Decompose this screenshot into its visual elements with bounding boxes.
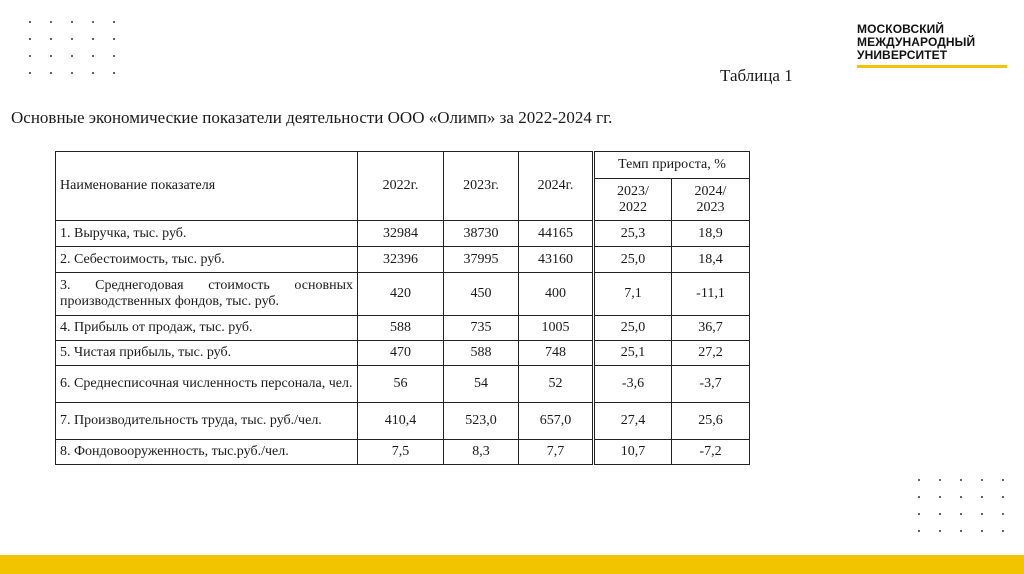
decorative-dot <box>1002 530 1004 532</box>
value-2023: 38730 <box>444 221 519 247</box>
economic-indicators-table <box>55 151 750 465</box>
growth-header-top: 2024/ <box>694 183 727 199</box>
value-2023: 450 <box>444 273 519 316</box>
table-row <box>56 247 750 273</box>
value-2024: 748 <box>519 341 594 366</box>
row-name: 7. Производительность труда, тыс. руб./чел. <box>56 403 358 440</box>
growth-header-bottom: 2023 <box>696 199 725 215</box>
page-title: Основные экономические показатели деятельности ООО «Олимп» за 2022-2024 гг. <box>11 108 613 127</box>
row-name: 6. Среднесписочная численность персонала, чел. <box>56 366 358 403</box>
decorative-dot <box>981 496 983 498</box>
logo-line-1: МОСКОВСКИЙ <box>857 22 945 36</box>
growth-2024-2023: 36,7 <box>672 316 750 341</box>
table-row <box>56 341 750 366</box>
decorative-dot <box>113 38 115 40</box>
decorative-dot <box>960 479 962 481</box>
decorative-dot <box>960 513 962 515</box>
decorative-dot <box>29 21 31 23</box>
decorative-dot <box>92 38 94 40</box>
header-growth-2023-2022 <box>594 179 672 221</box>
decorative-dot <box>918 496 920 498</box>
decorative-dot <box>50 21 52 23</box>
value-2024: 44165 <box>519 221 594 247</box>
decorative-dot <box>71 38 73 40</box>
decorative-dot <box>1002 513 1004 515</box>
table-row <box>56 221 750 247</box>
decorative-dot <box>918 513 920 515</box>
growth-2024-2023: 18,4 <box>672 247 750 273</box>
logo-accent-bar <box>857 65 1007 68</box>
value-2024: 43160 <box>519 247 594 273</box>
value-2022: 56 <box>358 366 444 403</box>
decorative-dot <box>113 21 115 23</box>
header-2024: 2024г. <box>519 152 594 221</box>
table-number: Таблица 1 <box>720 66 793 85</box>
table-row <box>56 366 750 403</box>
logo-line-2: МЕЖДУНАРОДНЫЙ <box>857 35 976 49</box>
decorative-dot-grid-bottom-right <box>918 479 1004 532</box>
table-row <box>56 273 750 316</box>
decorative-dot <box>939 530 941 532</box>
decorative-dot <box>29 38 31 40</box>
value-2024: 7,7 <box>519 440 594 465</box>
row-name: 3. Среднегодовая стоимость основных производственных фондов, тыс. руб. <box>56 273 358 316</box>
growth-2024-2023: 18,9 <box>672 221 750 247</box>
decorative-dot <box>113 55 115 57</box>
decorative-dot <box>71 72 73 74</box>
decorative-dot <box>918 479 920 481</box>
value-2024: 1005 <box>519 316 594 341</box>
value-2023: 523,0 <box>444 403 519 440</box>
decorative-dot <box>50 55 52 57</box>
value-2022: 32396 <box>358 247 444 273</box>
decorative-dot-grid-top-left <box>29 21 115 74</box>
table-row <box>56 440 750 465</box>
header-2023: 2023г. <box>444 152 519 221</box>
logo-line-3: УНИВЕРСИТЕТ <box>857 48 948 62</box>
growth-2023-2022: 25,0 <box>594 316 672 341</box>
growth-2023-2022: 25,1 <box>594 341 672 366</box>
growth-2023-2022: 25,3 <box>594 221 672 247</box>
decorative-dot <box>29 72 31 74</box>
decorative-dot <box>918 530 920 532</box>
row-name: 8. Фондовооруженность, тыс.руб./чел. <box>56 440 358 465</box>
value-2023: 8,3 <box>444 440 519 465</box>
value-2024: 52 <box>519 366 594 403</box>
decorative-dot <box>92 72 94 74</box>
value-2023: 588 <box>444 341 519 366</box>
university-logo <box>857 23 1007 68</box>
decorative-dot <box>113 72 115 74</box>
value-2022: 410,4 <box>358 403 444 440</box>
value-2022: 420 <box>358 273 444 316</box>
value-2023: 735 <box>444 316 519 341</box>
growth-2024-2023: 25,6 <box>672 403 750 440</box>
growth-header-bottom: 2022 <box>619 199 647 215</box>
growth-2024-2023: -11,1 <box>672 273 750 316</box>
value-2024: 657,0 <box>519 403 594 440</box>
value-2023: 37995 <box>444 247 519 273</box>
decorative-dot <box>981 530 983 532</box>
growth-2023-2022: 10,7 <box>594 440 672 465</box>
growth-2023-2022: 25,0 <box>594 247 672 273</box>
decorative-dot <box>981 513 983 515</box>
growth-header-top: 2023/ <box>617 183 649 199</box>
growth-2023-2022: -3,6 <box>594 366 672 403</box>
value-2022: 32984 <box>358 221 444 247</box>
decorative-dot <box>71 21 73 23</box>
decorative-dot <box>939 496 941 498</box>
growth-2024-2023: -3,7 <box>672 366 750 403</box>
growth-2024-2023: -7,2 <box>672 440 750 465</box>
decorative-dot <box>1002 496 1004 498</box>
value-2023: 54 <box>444 366 519 403</box>
decorative-dot <box>71 55 73 57</box>
decorative-dot <box>50 38 52 40</box>
header-growth-2024-2023 <box>672 179 750 221</box>
value-2024: 400 <box>519 273 594 316</box>
decorative-dot <box>29 55 31 57</box>
value-2022: 588 <box>358 316 444 341</box>
value-2022: 7,5 <box>358 440 444 465</box>
header-2022: 2022г. <box>358 152 444 221</box>
table-row <box>56 316 750 341</box>
table-row <box>56 403 750 440</box>
growth-2023-2022: 27,4 <box>594 403 672 440</box>
decorative-dot <box>981 479 983 481</box>
growth-2024-2023: 27,2 <box>672 341 750 366</box>
decorative-dot <box>939 479 941 481</box>
bottom-accent-bar <box>0 555 1024 574</box>
decorative-dot <box>1002 479 1004 481</box>
decorative-dot <box>50 72 52 74</box>
row-name: 2. Себестоимость, тыс. руб. <box>56 247 358 273</box>
value-2022: 470 <box>358 341 444 366</box>
growth-2023-2022: 7,1 <box>594 273 672 316</box>
decorative-dot <box>939 513 941 515</box>
decorative-dot <box>960 530 962 532</box>
header-name: Наименование показателя <box>56 152 358 221</box>
decorative-dot <box>960 496 962 498</box>
row-name: 5. Чистая прибыль, тыс. руб. <box>56 341 358 366</box>
row-name: 1. Выручка, тыс. руб. <box>56 221 358 247</box>
decorative-dot <box>92 55 94 57</box>
row-name: 4. Прибыль от продаж, тыс. руб. <box>56 316 358 341</box>
header-growth-rate: Темп прироста, % <box>594 152 750 179</box>
decorative-dot <box>92 21 94 23</box>
